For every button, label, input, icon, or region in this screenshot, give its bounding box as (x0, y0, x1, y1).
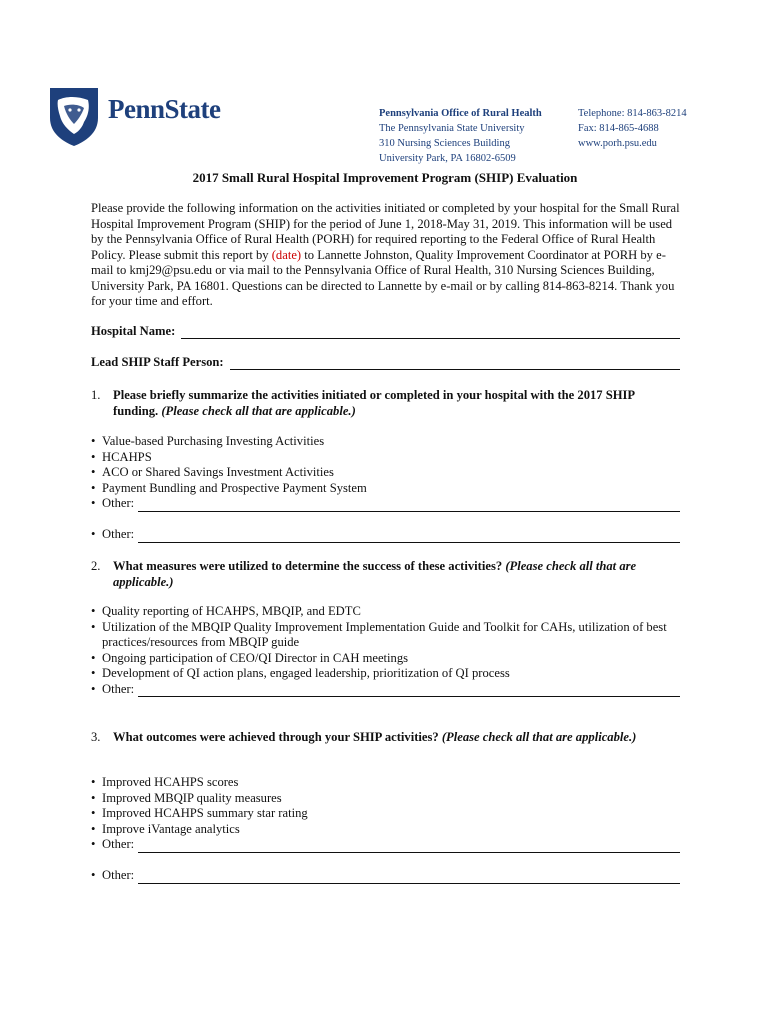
org-name: Pennsylvania Office of Rural Health (379, 108, 542, 119)
hospital-name-label: Hospital Name: (91, 324, 176, 338)
question-text: What outcomes were achieved through your SHIP activities? (Please check all that are applicable.) (113, 730, 637, 744)
q1-options (91, 434, 680, 512)
question-text: Please briefly summarize the activities initiated or completed in your hospital with the 2017 SHIP funding. (Please check all that are applicable.) (113, 388, 635, 418)
q2-options (91, 604, 680, 697)
question-hint: (Please check all that are applicable.) (161, 404, 356, 418)
other-input-line[interactable] (138, 840, 680, 853)
page-title: 2017 Small Rural Hospital Improvement Program (SHIP) Evaluation (192, 170, 578, 185)
question-hint: (Please check all that are applicable.) (441, 730, 637, 744)
other-option[interactable]: • Other: (91, 682, 680, 698)
list-item[interactable]: • HCAHPS (91, 449, 152, 464)
intro-paragraph (91, 201, 681, 310)
question-number: 2. (91, 559, 101, 573)
list-item[interactable]: • Development of QI action plans, engaged leadership, prioritization of QI process (91, 666, 510, 680)
other-input-line[interactable] (138, 684, 680, 697)
org-contact (578, 106, 687, 151)
question-hint: (Please check all that are applicable.) (113, 559, 637, 589)
q3-options (91, 775, 680, 853)
question-2 (91, 558, 681, 590)
list-item[interactable]: • Ongoing participation of CEO/QI Director in CAH meetings (91, 650, 409, 665)
question-1 (91, 387, 681, 419)
website: www.porh.psu.edu (578, 138, 657, 149)
intro-text-cont: to Lannette Johnston, Quality Improvement Coordinator at PORH by e-mail to kmj29@psu.edu or via mail to the Pennsylvania Office of Rural Health, 310 Nursing Sciences Building, University Park, PA 16801. Questions can be directed to Lannette by e-mail or by calling 814-863-8214. Thank you for your time and effort. (91, 247, 675, 308)
lead-staff-label: Lead SHIP Staff Person: (91, 355, 224, 369)
telephone: Telephone: 814-863-8214 (578, 108, 687, 119)
other-input-line[interactable] (138, 499, 680, 512)
hospital-name-input-line[interactable] (181, 326, 680, 339)
org-line: The Pennsylvania State University (379, 123, 525, 134)
list-item[interactable]: • Value-based Purchasing Investing Activities (91, 434, 325, 448)
org-line: University Park, PA 16802-6509 (379, 153, 516, 164)
question-text: What measures were utilized to determine the success of these activities? (Please check all that are applicable.) (113, 559, 637, 589)
question-number: 1. (91, 388, 101, 402)
question-3 (91, 729, 681, 745)
other-option[interactable]: • Other: (91, 837, 680, 853)
question-number: 3. (91, 730, 101, 744)
other-input-line[interactable] (138, 871, 680, 884)
list-item[interactable]: • Improved MBQIP quality measures (91, 790, 282, 805)
list-item[interactable]: • Improved HCAHPS scores (91, 775, 239, 789)
org-line: 310 Nursing Sciences Building (379, 138, 510, 149)
other-input-line[interactable] (138, 530, 680, 543)
list-item[interactable]: • ACO or Shared Savings Investment Activities (91, 465, 334, 479)
lead-staff-field (91, 355, 680, 370)
due-date-placeholder: (date) (271, 247, 302, 262)
list-item[interactable]: • Improved HCAHPS summary star rating (91, 806, 308, 820)
brand-wordmark: PennState (108, 94, 221, 124)
list-item[interactable]: • Improve iVantage analytics (91, 821, 240, 836)
other-option[interactable]: • Other: (91, 496, 680, 512)
other-option[interactable]: • Other: (91, 527, 680, 543)
list-item[interactable]: • Payment Bundling and Prospective Payment System (91, 480, 367, 495)
list-item[interactable]: • Utilization of the MBQIP Quality Improvement Implementation Guide and Toolkit for CAHs, utilization of best practices/resources from MBQIP guide (91, 619, 667, 649)
list-item[interactable]: • Quality reporting of HCAHPS, MBQIP, and EDTC (91, 604, 361, 618)
lead-staff-input-line[interactable] (230, 357, 680, 370)
hospital-name-field (91, 324, 680, 339)
other-option[interactable]: • Other: (91, 868, 680, 884)
org-address (379, 106, 542, 166)
pennstate-logo (48, 86, 248, 148)
intro-text: Please provide the following information on the activities initiated or completed by your hospital for the Small Rural Hospital Improvement Program (SHIP) for the period of June 1, 2018-May 31, 2019. This information will be used by the Pennsylvania Office of Rural Health (PORH) for required reporting to the Federal Office of Rural Health Policy. Please submit this report by (91, 201, 680, 262)
fax: Fax: 814-865-4688 (578, 123, 659, 134)
nittany-lion-shield-icon (48, 86, 100, 148)
